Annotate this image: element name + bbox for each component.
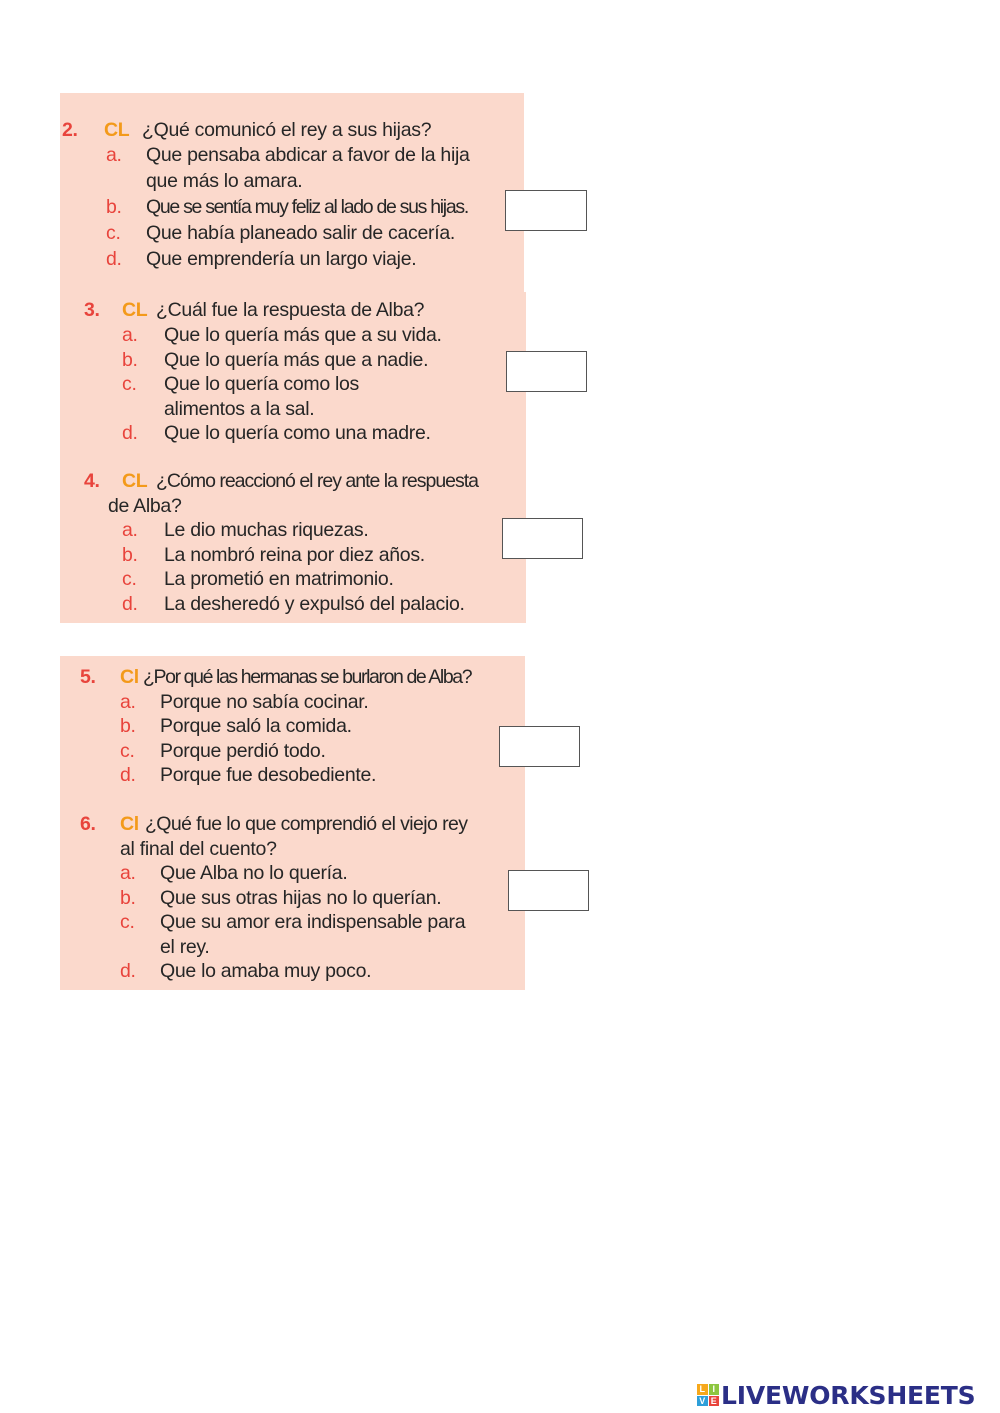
option-text: Que lo quería más que a su vida.	[164, 324, 442, 346]
question-text-continued	[84, 494, 524, 519]
answer-box-6[interactable]	[508, 870, 589, 911]
question-text: al final del cuento?	[120, 837, 277, 860]
option-d	[80, 959, 520, 984]
option-letter: b.	[120, 886, 136, 909]
question-tag: Cl	[120, 813, 139, 835]
option-text: La nombró reina por diez años.	[164, 543, 425, 566]
option-text: Le dio muchas riquezas.	[164, 519, 369, 541]
option-text: La desheredó y expulsó del palacio.	[164, 592, 465, 615]
option-letter: d.	[120, 960, 136, 982]
option-a	[84, 323, 524, 348]
option-text: Que pensaba abdicar a favor de la hija	[146, 144, 470, 166]
option-c-continued	[84, 397, 524, 422]
question-tag: CL	[104, 119, 130, 141]
option-b	[84, 348, 524, 373]
option-letter: c.	[122, 568, 137, 590]
option-text: Que lo quería como los	[164, 373, 360, 395]
question-6	[80, 812, 520, 984]
question-number: 4.	[84, 470, 100, 492]
option-letter: a.	[122, 519, 138, 541]
option-d	[84, 421, 524, 446]
option-letter: b.	[106, 196, 122, 218]
option-letter: b.	[122, 543, 138, 566]
logo-cell: E	[709, 1396, 720, 1407]
option-letter: d.	[120, 764, 136, 786]
logo-cell: L	[697, 1384, 708, 1395]
option-letter: d.	[122, 422, 138, 444]
option-text: Que Alba no lo quería.	[160, 862, 348, 884]
option-text: La prometió en matrimonio.	[164, 568, 394, 590]
question-4	[84, 469, 524, 616]
option-letter: a.	[122, 324, 138, 346]
question-text: ¿Cómo reaccionó el rey ante la respuesta	[156, 470, 479, 492]
option-a	[80, 861, 520, 886]
option-b	[80, 886, 520, 911]
brand-name: LIVEWORKSHEETS	[721, 1380, 976, 1410]
question-2	[62, 118, 522, 273]
question-text: ¿Cuál fue la respuesta de Alba?	[156, 299, 425, 321]
option-a-continued	[62, 169, 522, 195]
option-text: Que su amor era indispensable para	[160, 911, 466, 933]
question-tag: CL	[122, 470, 148, 492]
question-5	[80, 665, 520, 788]
question-number: 2.	[62, 119, 78, 141]
option-a	[84, 518, 524, 543]
option-text: Que lo quería como una madre.	[164, 422, 431, 444]
option-letter: c.	[106, 222, 121, 244]
answer-box-4[interactable]	[502, 518, 583, 559]
logo-cell: V	[697, 1396, 708, 1407]
liveworksheets-logo-icon	[697, 1384, 719, 1406]
option-b	[80, 714, 520, 739]
question-number: 5.	[80, 666, 96, 688]
option-letter: b.	[120, 715, 136, 737]
question-text: ¿Por qué las hermanas se burlaron de Alba?	[143, 666, 472, 688]
option-text: que más lo amara.	[146, 170, 303, 192]
option-b	[84, 543, 524, 568]
option-letter: a.	[120, 690, 136, 713]
question-text: de Alba?	[108, 494, 182, 517]
option-d	[62, 247, 522, 273]
option-text: Que emprendería un largo viaje.	[146, 248, 417, 270]
question-number: 6.	[80, 813, 96, 835]
option-text: Que lo quería más que a nadie.	[164, 348, 429, 371]
option-letter: b.	[122, 348, 138, 371]
option-letter: d.	[122, 592, 138, 615]
question-text-continued	[80, 837, 520, 862]
question-3	[84, 298, 524, 446]
option-a	[80, 690, 520, 715]
option-c	[80, 739, 520, 764]
option-b	[62, 195, 522, 221]
option-text: Porque fue desobediente.	[160, 764, 377, 786]
option-letter: c.	[120, 911, 135, 933]
option-c	[84, 567, 524, 592]
answer-box-3[interactable]	[506, 351, 587, 392]
question-text: ¿Qué fue lo que comprendió el viejo rey	[145, 813, 468, 835]
answer-box-2[interactable]	[505, 190, 587, 231]
option-letter: a.	[120, 862, 136, 884]
option-text: Que se sentía muy feliz al lado de sus hijas.	[146, 196, 468, 218]
option-letter: a.	[106, 144, 122, 166]
option-d	[80, 763, 520, 788]
option-a	[62, 143, 522, 169]
option-text: Porque perdió todo.	[160, 739, 326, 762]
option-letter: d.	[106, 248, 122, 270]
question-tag: Cl	[120, 666, 139, 688]
option-c	[84, 372, 524, 397]
option-c	[62, 221, 522, 247]
option-text: Que había planeado salir de cacería.	[146, 222, 455, 244]
option-c-continued	[80, 935, 520, 960]
question-tag: CL	[122, 299, 148, 321]
option-text: Que lo amaba muy poco.	[160, 960, 372, 982]
option-letter: c.	[122, 373, 137, 395]
answer-box-5[interactable]	[499, 726, 580, 767]
option-text: Porque no sabía cocinar.	[160, 690, 369, 713]
liveworksheets-logo	[697, 1378, 975, 1412]
option-text: Que sus otras hijas no lo querían.	[160, 886, 442, 909]
option-text: Porque saló la comida.	[160, 715, 352, 737]
question-number: 3.	[84, 299, 100, 321]
option-d	[84, 592, 524, 617]
question-text: ¿Qué comunicó el rey a sus hijas?	[142, 119, 432, 141]
option-letter: c.	[120, 739, 135, 762]
option-c	[80, 910, 520, 935]
option-text: el rey.	[160, 935, 210, 958]
logo-cell: I	[709, 1384, 720, 1395]
option-text: alimentos a la sal.	[164, 397, 315, 420]
